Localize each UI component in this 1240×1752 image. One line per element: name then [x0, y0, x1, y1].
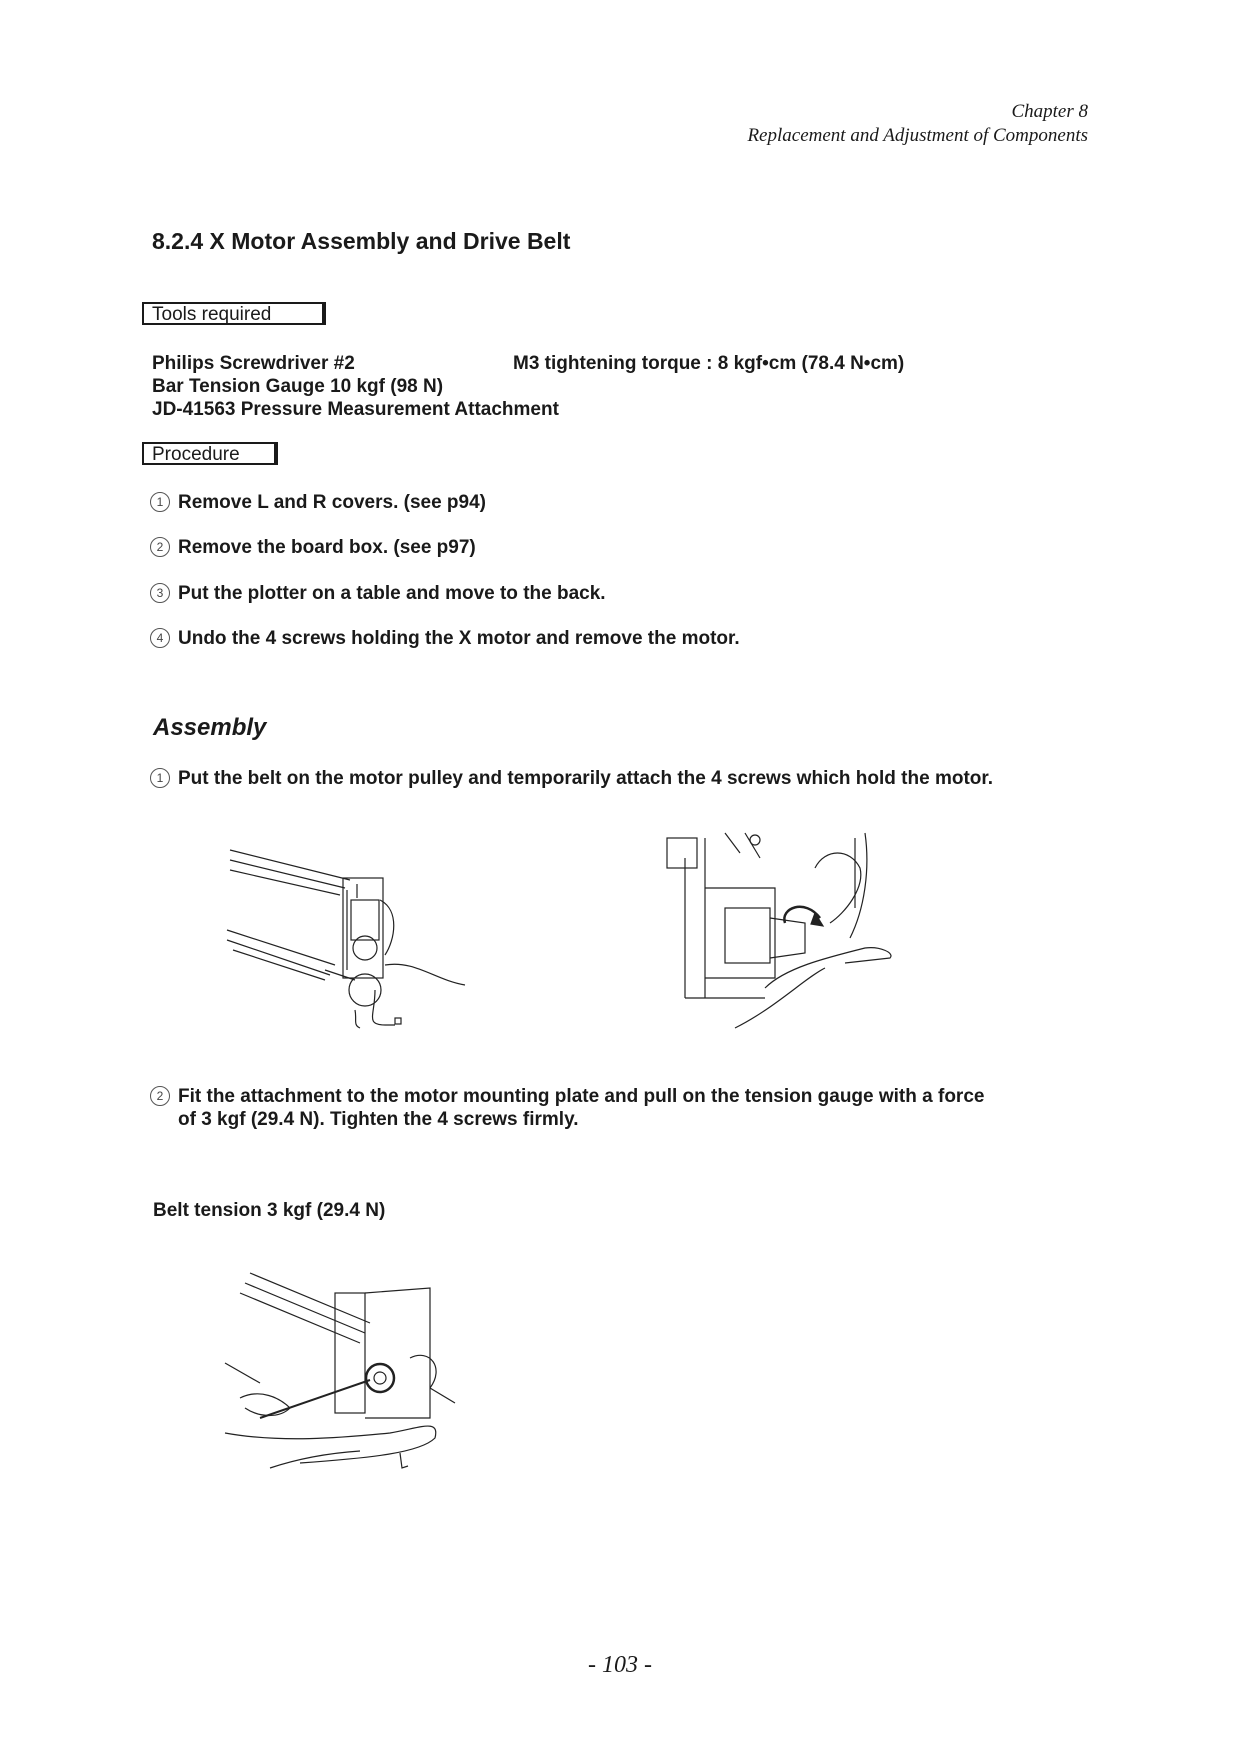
procedure-step	[150, 583, 606, 605]
belt-tension-label: Belt tension 3 kgf (29.4 N)	[153, 1200, 386, 1221]
tool-item: Bar Tension Gauge 10 kgf (98 N)	[152, 376, 444, 397]
step-text: Put the plotter on a table and move to the back.	[178, 583, 606, 604]
step-number: 1	[150, 492, 170, 512]
section-title: 8.2.4 X Motor Assembly and Drive Belt	[152, 228, 571, 254]
step-text: Remove the board box. (see p97)	[178, 537, 476, 558]
step-text: Fit the attachment to the motor mounting plate and pull on the tension gauge with a force	[178, 1086, 985, 1107]
assembly-step	[150, 768, 993, 790]
assembly-step-continued: of 3 kgf (29.4 N). Tighten the 4 screws firmly.	[178, 1109, 579, 1130]
procedure-label: Procedure	[142, 442, 278, 465]
step-number: 2	[150, 1086, 170, 1106]
page-number: - 103 -	[588, 1652, 652, 1678]
assembly-heading: Assembly	[153, 714, 267, 741]
procedure-step	[150, 628, 740, 650]
tools-required-label: Tools required	[142, 302, 326, 325]
step-number: 4	[150, 628, 170, 648]
step-number: 1	[150, 768, 170, 788]
tension-gauge-illustration	[220, 1268, 490, 1478]
torque-spec: M3 tightening torque : 8 kgf•cm (78.4 N•cm)	[513, 353, 905, 374]
tool-item: JD-41563 Pressure Measurement Attachment	[152, 399, 559, 420]
tool-item: Philips Screwdriver #2	[152, 353, 355, 374]
step-text: Undo the 4 screws holding the X motor and remove the motor.	[178, 628, 740, 649]
step-number: 3	[150, 583, 170, 603]
chapter-title: Replacement and Adjustment of Components	[747, 125, 1088, 146]
step-text: Remove L and R covers. (see p94)	[178, 492, 486, 513]
step-number: 2	[150, 537, 170, 557]
chapter-number: Chapter 8	[1011, 101, 1088, 122]
step-text: Put the belt on the motor pulley and temporarily attach the 4 screws which hold the motor.	[178, 768, 994, 789]
assembly-step	[150, 1086, 984, 1108]
procedure-step	[150, 537, 476, 559]
motor-closeup-illustration	[665, 828, 905, 1038]
procedure-step	[150, 492, 486, 514]
plotter-motor-illustration	[225, 840, 475, 1030]
